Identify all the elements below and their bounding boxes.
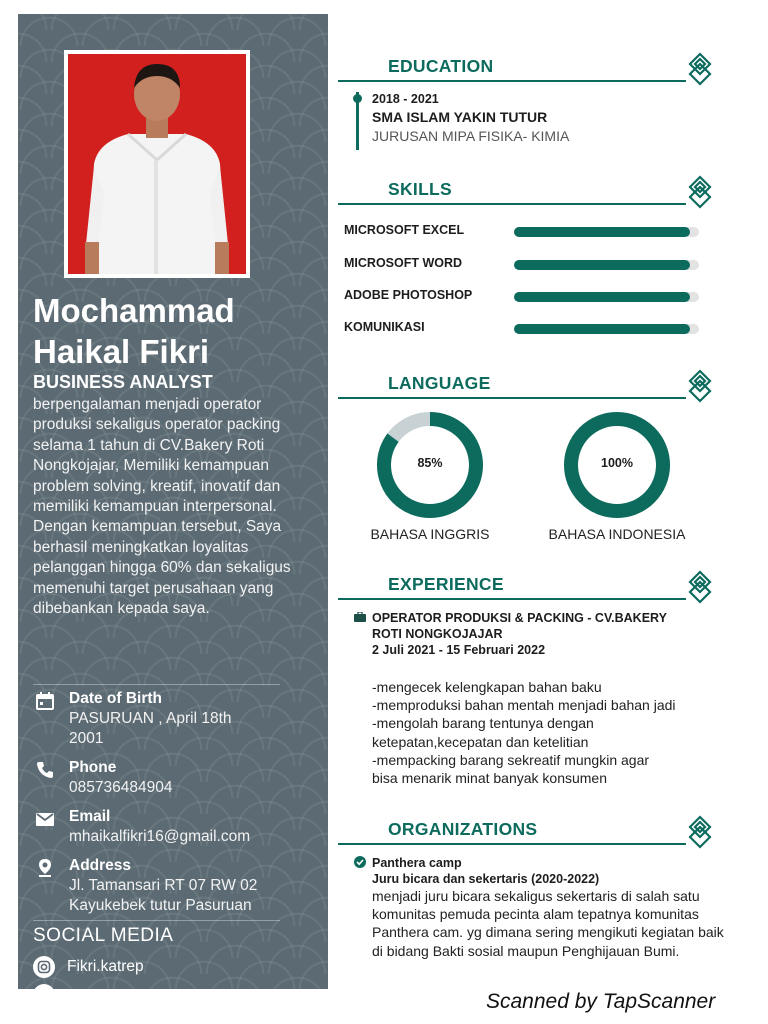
skill-row bbox=[344, 320, 704, 340]
phone-label: Phone bbox=[69, 759, 117, 776]
header-line bbox=[338, 843, 686, 845]
education-school: SMA ISLAM YAKIN TUTUR bbox=[372, 109, 548, 125]
language-name: BAHASA INGGRIS bbox=[370, 526, 490, 542]
diamond-emblem-icon bbox=[686, 52, 714, 86]
contact-dob bbox=[33, 689, 303, 749]
dob-value: PASURUAN , April 18th 2001 bbox=[69, 710, 232, 747]
skill-row bbox=[344, 223, 704, 243]
social-instagram[interactable] bbox=[33, 956, 144, 978]
profile-photo bbox=[64, 50, 250, 278]
diamond-emblem-icon bbox=[686, 815, 714, 849]
language-percent: 100% bbox=[601, 456, 633, 470]
diamond-emblem-icon bbox=[686, 369, 714, 403]
name-line-1: Mochammad bbox=[33, 292, 235, 329]
education-header bbox=[338, 52, 718, 88]
duty-line: ketepatan,kecepatan dan ketelitian bbox=[372, 733, 589, 750]
skill-bar-fill bbox=[514, 292, 690, 302]
header-line bbox=[338, 80, 686, 82]
address-value: Jl. Tamansari RT 07 RW 02 Kayukebek tutur Pasuruan bbox=[69, 877, 258, 914]
calendar-icon bbox=[35, 691, 55, 711]
check-circle-icon bbox=[354, 856, 366, 868]
skill-row bbox=[344, 256, 704, 276]
duty-line: -mengecek kelengkapan bahan baku bbox=[372, 679, 602, 695]
divider bbox=[33, 920, 280, 921]
person-figure-icon bbox=[68, 54, 246, 274]
divider bbox=[33, 684, 280, 685]
email-label: Email bbox=[69, 808, 111, 825]
language-header bbox=[338, 369, 718, 405]
diamond-emblem-icon bbox=[686, 570, 714, 604]
education-title: EDUCATION bbox=[388, 56, 494, 76]
skill-bar-fill bbox=[514, 227, 690, 237]
contact-email bbox=[33, 807, 303, 847]
organizations-title: ORGANIZATIONS bbox=[388, 819, 538, 839]
organization-entry bbox=[354, 855, 724, 960]
diamond-emblem-icon bbox=[686, 175, 714, 209]
experience-duties bbox=[372, 678, 724, 787]
skill-row bbox=[344, 288, 704, 308]
email-icon bbox=[35, 809, 55, 829]
organization-name: Panthera camp bbox=[372, 856, 462, 870]
education-years: 2018 - 2021 bbox=[372, 92, 439, 106]
skill-name: ADOBE PHOTOSHOP bbox=[344, 288, 473, 302]
skills-header bbox=[338, 175, 718, 211]
language-item bbox=[355, 412, 505, 542]
scanner-watermark: Scanned by TapScanner bbox=[486, 990, 716, 1013]
phone-icon bbox=[35, 760, 55, 780]
organization-description: menjadi juru bicara sekaligus sekertaris di salah satu komunitas pemuda pecinta alam tepatnya komunitas Panthera cam. yg dimana sering mengikuti kegiatan baik di bidang Bakti sosial maupun Penghijauan Bumi. bbox=[372, 888, 724, 959]
duty-line: -mengolah barang tentunya dengan bbox=[372, 715, 594, 732]
experience-dates: 2 Juli 2021 - 15 Februari 2022 bbox=[372, 643, 546, 657]
experience-entry bbox=[354, 610, 724, 787]
social-icon-partial bbox=[33, 984, 55, 989]
language-title: LANGUAGE bbox=[388, 373, 491, 393]
instagram-icon bbox=[33, 956, 55, 978]
contact-phone bbox=[33, 758, 303, 798]
sidebar-panel bbox=[18, 14, 328, 989]
instagram-handle: Fikri.katrep bbox=[67, 958, 144, 976]
language-percent: 85% bbox=[417, 456, 443, 470]
duty-line: -memproduksi bahan mentah menjadi bahan jadi bbox=[372, 697, 676, 714]
name-line-2: Haikal Fikri bbox=[33, 333, 210, 370]
organization-position: Juru bicara dan sekertaris (2020-2022) bbox=[372, 872, 600, 886]
experience-title-line-1: OPERATOR PRODUKSI & PACKING - CV.BAKERY bbox=[372, 611, 667, 625]
skill-name: KOMUNIKASI bbox=[344, 320, 425, 334]
phone-value[interactable]: 085736484904 bbox=[69, 779, 173, 796]
skill-bar-fill bbox=[514, 260, 690, 270]
social-media-title: SOCIAL MEDIA bbox=[33, 925, 174, 946]
experience-title-line-2: ROTI NONGKOJAJAR bbox=[372, 627, 503, 641]
skill-bar-fill bbox=[514, 324, 690, 334]
language-name: BAHASA INDONESIA bbox=[548, 526, 686, 542]
duty-line: bisa menarik minat banyak konsumen bbox=[372, 770, 608, 787]
profile-summary: berpengalaman menjadi operator produksi sekaligus operator packing selama 1 tahun di CV.Bakery Roti Nongkojajar, Memiliki kemampuan problem solving, kreatif, inovatif dan memiliki kemampuan interpersonal. Dengan kemampuan tersebut, Saya berhasil meningkatkan loyalitas pelanggan hingga 60% dan sekaligus memenuhi target perusahaan yang dibebankan kepada saya. bbox=[33, 396, 291, 618]
duty-line: -mempacking barang sekreatif mungkin agar bbox=[372, 751, 650, 768]
skill-name: MICROSOFT WORD bbox=[344, 256, 463, 270]
skill-name: MICROSOFT EXCEL bbox=[344, 223, 465, 237]
header-line bbox=[338, 203, 686, 205]
location-pin-icon bbox=[35, 858, 55, 878]
full-name bbox=[33, 290, 235, 372]
timeline-dot bbox=[353, 94, 362, 103]
address-label: Address bbox=[69, 857, 132, 874]
experience-title: EXPERIENCE bbox=[388, 574, 504, 594]
email-value[interactable]: mhaikalfikri16@gmail.com bbox=[69, 828, 251, 845]
job-title: BUSINESS ANALYST bbox=[33, 372, 213, 392]
header-line bbox=[338, 598, 686, 600]
briefcase-icon bbox=[354, 612, 366, 622]
language-item bbox=[542, 412, 692, 542]
contact-address bbox=[33, 856, 303, 916]
skills-title: SKILLS bbox=[388, 179, 453, 199]
header-line bbox=[338, 397, 686, 399]
dob-label: Date of Birth bbox=[69, 690, 162, 707]
experience-header bbox=[338, 570, 718, 606]
organizations-header bbox=[338, 815, 718, 851]
education-major: JURUSAN MIPA FISIKA- KIMIA bbox=[372, 128, 570, 144]
